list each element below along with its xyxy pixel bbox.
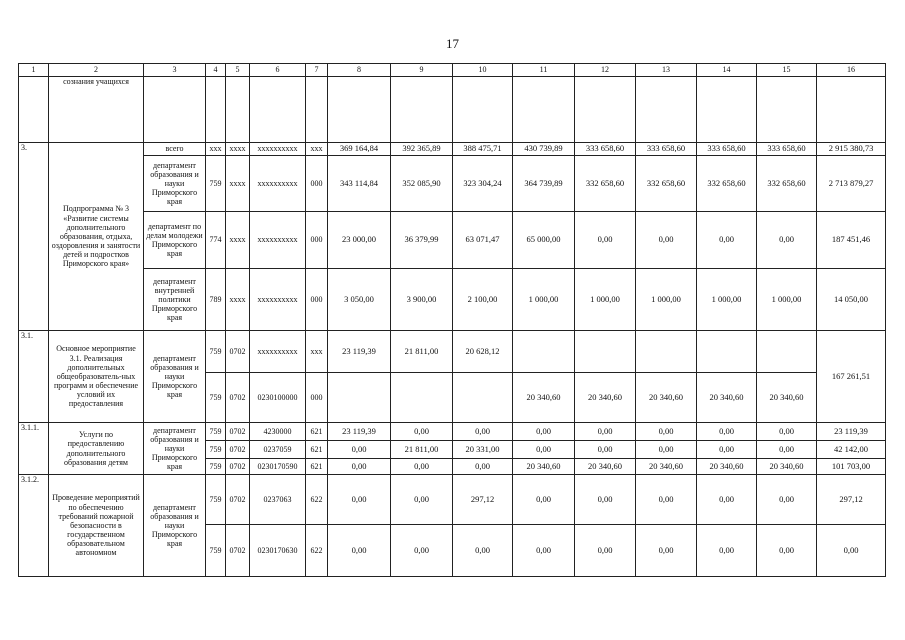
value-cell: 343 114,84 (328, 156, 391, 212)
header-cell: 9 (391, 64, 453, 77)
header-cell: 16 (817, 64, 886, 77)
total-cell: 42 142,00 (817, 441, 886, 459)
header-cell: 5 (226, 64, 250, 77)
value-cell: 0,00 (453, 459, 513, 475)
value-cell: 0,00 (575, 423, 636, 441)
code-cell: 000 (306, 269, 328, 331)
value-cell: 20 340,60 (697, 373, 757, 423)
header-row (19, 64, 886, 77)
value-cell: 364 739,89 (513, 156, 575, 212)
total-cell: 187 451,46 (817, 212, 886, 269)
value-cell: 0,00 (575, 475, 636, 525)
value-cell: 0,00 (636, 441, 697, 459)
code-cell: 789 (206, 269, 226, 331)
value-cell: 297,12 (453, 475, 513, 525)
row-number: 3. (19, 143, 49, 331)
value-cell: 0,00 (513, 525, 575, 577)
code-cell: 0702 (226, 331, 250, 373)
continued-text: сознания учащихся (49, 77, 144, 143)
table-row (19, 269, 886, 331)
value-cell: 0,00 (636, 423, 697, 441)
code-cell: xxxx (226, 269, 250, 331)
code-cell: 759 (206, 331, 226, 373)
value-cell: 0,00 (453, 525, 513, 577)
value-cell: 0,00 (697, 212, 757, 269)
code-cell: xxxxxxxxxx (250, 156, 306, 212)
value-cell: 369 164,84 (328, 143, 391, 156)
value-cell: 0,00 (328, 459, 391, 475)
table-row (19, 156, 886, 212)
total-cell: 23 119,39 (817, 423, 886, 441)
header-cell: 8 (328, 64, 391, 77)
header-cell: 3 (144, 64, 206, 77)
value-cell: 333 658,60 (575, 143, 636, 156)
value-cell: 333 658,60 (636, 143, 697, 156)
value-cell: 0,00 (575, 525, 636, 577)
value-cell: 20 340,60 (575, 373, 636, 423)
value-cell: 20 340,60 (513, 459, 575, 475)
executor: департамент образования и науки Приморского края (144, 423, 206, 475)
code-cell: 0702 (226, 423, 250, 441)
subprogram-name: Подпрограмма № 3 «Развитие системы дополнительного образования, отдыха, оздоровления и занятости детей и подростков Приморского края» (49, 143, 144, 331)
header-cell: 15 (757, 64, 817, 77)
code-cell: 0230100000 (250, 373, 306, 423)
code-cell: 000 (306, 212, 328, 269)
value-cell: 20 340,60 (697, 459, 757, 475)
executor: департамент образования и науки Приморского края (144, 156, 206, 212)
value-cell: 388 475,71 (453, 143, 513, 156)
code-cell: 0702 (226, 525, 250, 577)
code-cell: xxx (306, 331, 328, 373)
header-cell: 13 (636, 64, 697, 77)
value-cell: 0,00 (575, 212, 636, 269)
row-number: 3.1.1. (19, 423, 49, 475)
value-cell: 0,00 (757, 212, 817, 269)
table-row (19, 423, 886, 441)
value-cell: 0,00 (391, 475, 453, 525)
table-row (19, 77, 886, 143)
row-number: 3.1.2. (19, 475, 49, 577)
value-cell: 0,00 (513, 441, 575, 459)
value-cell: 352 085,90 (391, 156, 453, 212)
value-cell: 1 000,00 (636, 269, 697, 331)
value-cell: 0,00 (636, 525, 697, 577)
code-cell: 0702 (226, 459, 250, 475)
value-cell: 21 811,00 (391, 441, 453, 459)
value-cell: 0,00 (513, 423, 575, 441)
total-cell: 2 713 879,27 (817, 156, 886, 212)
code-cell: xxxxxxxxxx (250, 331, 306, 373)
code-cell: xxxxxxxxxx (250, 212, 306, 269)
value-cell: 0,00 (391, 459, 453, 475)
value-cell: 323 304,24 (453, 156, 513, 212)
total-cell: 297,12 (817, 475, 886, 525)
code-cell: 0702 (226, 475, 250, 525)
code-cell: 759 (206, 441, 226, 459)
code-cell: 759 (206, 156, 226, 212)
page-number: 17 (446, 36, 459, 51)
value-cell: 0,00 (697, 475, 757, 525)
code-cell: 759 (206, 459, 226, 475)
value-cell: 0,00 (328, 525, 391, 577)
value-cell: 3 900,00 (391, 269, 453, 331)
total-cell: 101 703,00 (817, 459, 886, 475)
table-row (19, 143, 886, 156)
code-cell: 774 (206, 212, 226, 269)
code-cell: 0237063 (250, 475, 306, 525)
value-cell: 0,00 (757, 475, 817, 525)
header-cell: 4 (206, 64, 226, 77)
activity-name: Услуги по предоставлению дополнительного образования детям (49, 423, 144, 475)
value-cell: 0,00 (697, 441, 757, 459)
value-cell: 3 050,00 (328, 269, 391, 331)
program-table (18, 63, 886, 577)
value-cell: 20 340,60 (757, 373, 817, 423)
code-cell: 622 (306, 475, 328, 525)
header-cell: 14 (697, 64, 757, 77)
value-cell: 20 628,12 (453, 331, 513, 373)
value-cell: 0,00 (328, 475, 391, 525)
value-cell: 1 000,00 (575, 269, 636, 331)
value-cell: 36 379,99 (391, 212, 453, 269)
value-cell: 1 000,00 (697, 269, 757, 331)
value-cell: 0,00 (697, 525, 757, 577)
value-cell: 0,00 (636, 475, 697, 525)
value-cell: 392 365,89 (391, 143, 453, 156)
code-cell: 759 (206, 525, 226, 577)
executor: всего (144, 143, 206, 156)
code-cell: xxx (206, 143, 226, 156)
total-cell: 2 915 380,73 (817, 143, 886, 156)
value-cell: 0,00 (757, 441, 817, 459)
code-cell: 0237059 (250, 441, 306, 459)
value-cell: 0,00 (636, 212, 697, 269)
code-cell: 622 (306, 525, 328, 577)
code-cell: xxx (306, 143, 328, 156)
value-cell: 0,00 (757, 423, 817, 441)
activity-name: Проведение мероприятий по обеспечению требований пожарной безопасности в государственном образовательном автономном (49, 475, 144, 577)
value-cell: 0,00 (513, 475, 575, 525)
header-cell: 6 (250, 64, 306, 77)
table-row (19, 331, 886, 373)
executor: департамент образования и науки Приморского края (144, 475, 206, 577)
value-cell: 20 340,60 (757, 459, 817, 475)
header-cell: 10 (453, 64, 513, 77)
value-cell: 0,00 (575, 441, 636, 459)
value-cell: 0,00 (697, 423, 757, 441)
value-cell: 23 000,00 (328, 212, 391, 269)
value-cell: 333 658,60 (697, 143, 757, 156)
value-cell: 63 071,47 (453, 212, 513, 269)
executor: департамент образования и науки Приморского края (144, 331, 206, 423)
value-cell: 332 658,60 (757, 156, 817, 212)
code-cell: xxxx (226, 143, 250, 156)
code-cell: 759 (206, 373, 226, 423)
value-cell: 0,00 (391, 525, 453, 577)
table-row (19, 475, 886, 525)
code-cell: 0702 (226, 373, 250, 423)
total-cell: 0,00 (817, 525, 886, 577)
value-cell: 332 658,60 (575, 156, 636, 212)
code-cell: 000 (306, 156, 328, 212)
value-cell: 0,00 (757, 525, 817, 577)
value-cell: 0,00 (328, 441, 391, 459)
header-cell: 11 (513, 64, 575, 77)
code-cell: 759 (206, 423, 226, 441)
value-cell: 0,00 (453, 423, 513, 441)
code-cell: xxxxxxxxxx (250, 143, 306, 156)
code-cell: 0230170590 (250, 459, 306, 475)
value-cell: 332 658,60 (636, 156, 697, 212)
value-cell: 20 340,60 (575, 459, 636, 475)
row-number: 3.1. (19, 331, 49, 423)
value-cell: 20 331,00 (453, 441, 513, 459)
value-cell: 1 000,00 (513, 269, 575, 331)
table-row (19, 212, 886, 269)
code-cell: 621 (306, 459, 328, 475)
value-cell: 430 739,89 (513, 143, 575, 156)
executor: департамент по делам молодежи Приморского края (144, 212, 206, 269)
code-cell: 621 (306, 441, 328, 459)
code-cell: 621 (306, 423, 328, 441)
value-cell: 0,00 (391, 423, 453, 441)
header-cell: 2 (49, 64, 144, 77)
header-cell: 12 (575, 64, 636, 77)
code-cell: 0230170630 (250, 525, 306, 577)
value-cell: 65 000,00 (513, 212, 575, 269)
value-cell: 332 658,60 (697, 156, 757, 212)
code-cell: xxxxxxxxxx (250, 269, 306, 331)
code-cell: 0702 (226, 441, 250, 459)
value-cell: 21 811,00 (391, 331, 453, 373)
code-cell: xxxx (226, 212, 250, 269)
value-cell: 23 119,39 (328, 331, 391, 373)
executor: департамент внутренней политики Приморского края (144, 269, 206, 331)
activity-name: Основное мероприятие 3.1. Реализация дополнительных общеобразователь-ных программ и обеспечение условий их предоставления (49, 331, 144, 423)
value-cell: 2 100,00 (453, 269, 513, 331)
code-cell: 759 (206, 475, 226, 525)
code-cell: 000 (306, 373, 328, 423)
value-cell: 333 658,60 (757, 143, 817, 156)
header-cell: 1 (19, 64, 49, 77)
total-cell: 167 261,51 (817, 331, 886, 423)
header-cell: 7 (306, 64, 328, 77)
value-cell: 20 340,60 (636, 373, 697, 423)
code-cell: xxxx (226, 156, 250, 212)
value-cell: 23 119,39 (328, 423, 391, 441)
value-cell: 20 340,60 (513, 373, 575, 423)
value-cell: 1 000,00 (757, 269, 817, 331)
value-cell: 20 340,60 (636, 459, 697, 475)
total-cell: 14 050,00 (817, 269, 886, 331)
code-cell: 4230000 (250, 423, 306, 441)
